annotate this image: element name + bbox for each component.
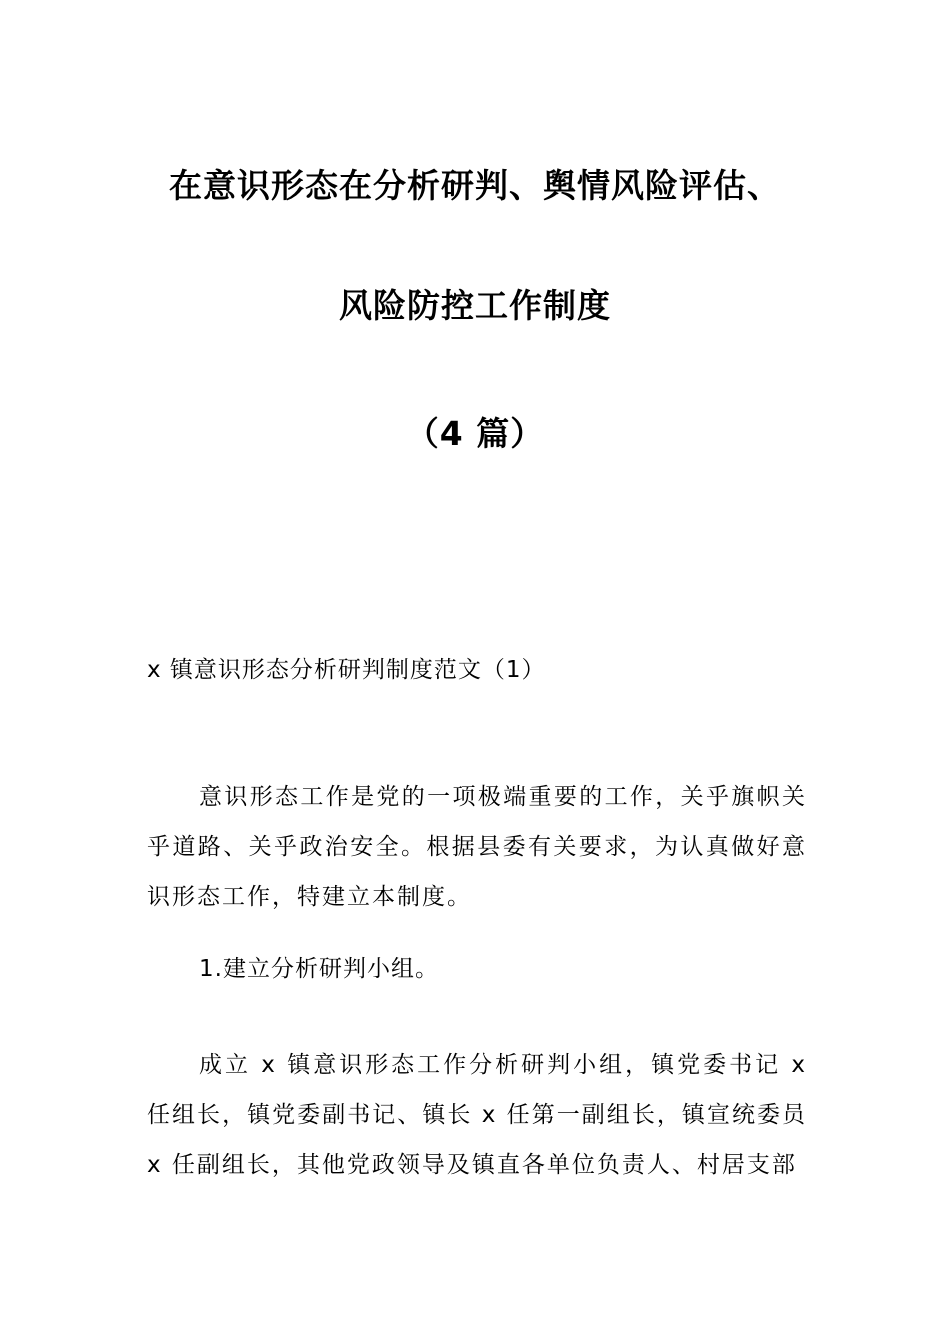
document-title-count: （4 篇） [405,414,545,453]
paragraph-intro: 意识形态工作是党的一项极端重要的工作，关乎旗帜关乎道路、关乎政治安全。根据县委有关要求，为认真做好意识形态工作，特建立本制度。 [147,784,807,910]
section-heading: x 镇意识形态分析研判制度范文（1） [147,657,546,683]
document-title-line-1: 在意识形态在分析研判、舆情风险评估、 [169,166,781,205]
paragraph-item-1: 1.建立分析研判小组。 [199,956,439,982]
document-title-line-2: 风险防控工作制度 [339,286,611,325]
paragraph-group-setup: 成立 x 镇意识形态工作分析研判小组，镇党委书记 x 任组长，镇党委副书记、镇长 x 任第一副组长，镇宣统委员 x 任副组长，其他党政领导及镇直各单位负责人、村居支部 [147,1052,807,1178]
